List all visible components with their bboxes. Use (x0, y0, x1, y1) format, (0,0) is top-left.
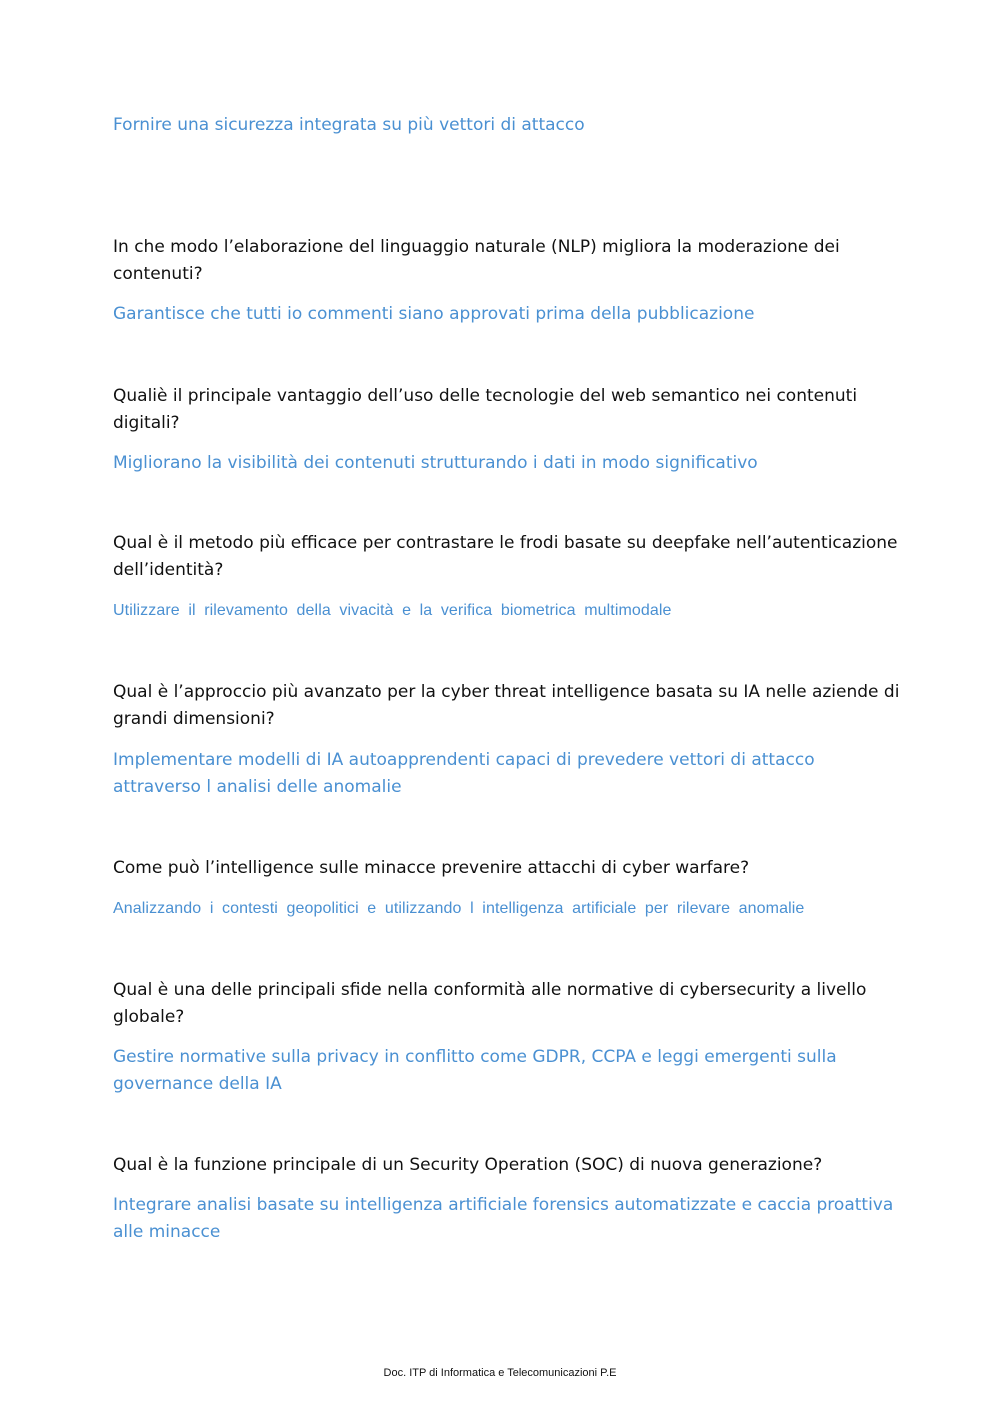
answer-text: Analizzando i contesti geopolitici e utilizzando l intelligenza artificiale per rilevare anomalie (113, 900, 805, 917)
question-text: Qual è il metodo più efficace per contrastare le frodi basate su deepfake nell’autenticazione dell’identità? (113, 533, 898, 580)
answer-text: Fornire una sicurezza integrata su più vettori di attacco (113, 115, 585, 135)
answer-text: Garantisce che tutti io commenti siano approvati prima della pubblicazione (113, 304, 755, 324)
answer-text: Utilizzare il rilevamento della vivacità e la verifica biometrica multimodale (113, 602, 672, 619)
question-text: Come può l’intelligence sulle minacce prevenire attacchi di cyber warfare? (113, 858, 750, 878)
answer-text: Implementare modelli di IA autoapprendenti capaci di prevedere vettori di attacco attraverso l analisi delle anomalie (113, 750, 815, 797)
question-text: Qual è la funzione principale di un Security Operation (SOC) di nuova generazione? (113, 1155, 823, 1175)
answer-text: Migliorano la visibilità dei contenuti strutturando i dati in modo significativo (113, 453, 758, 473)
question-text: In che modo l’elaborazione del linguaggio naturale (NLP) migliora la moderazione dei contenuti? (113, 237, 840, 284)
page-footer: Doc. ITP di Informatica e Telecomunicazioni P.E (383, 1367, 617, 1379)
question-text: Qual è una delle principali sfide nella conformità alle normative di cybersecurity a livello globale? (113, 980, 867, 1027)
question-text: Qual è l’approccio più avanzato per la cyber threat intelligence basata su IA nelle aziende di grandi dimensioni? (113, 682, 900, 729)
answer-text: Gestire normative sulla privacy in conflitto come GDPR, CCPA e leggi emergenti sulla governance della IA (113, 1047, 837, 1094)
answer-text: Integrare analisi basate su intelligenza artificiale forensics automatizzate e caccia proattiva alle minacce (113, 1195, 894, 1242)
question-text: Qualiè il principale vantaggio dell’uso delle tecnologie del web semantico nei contenuti digitali? (113, 386, 858, 433)
